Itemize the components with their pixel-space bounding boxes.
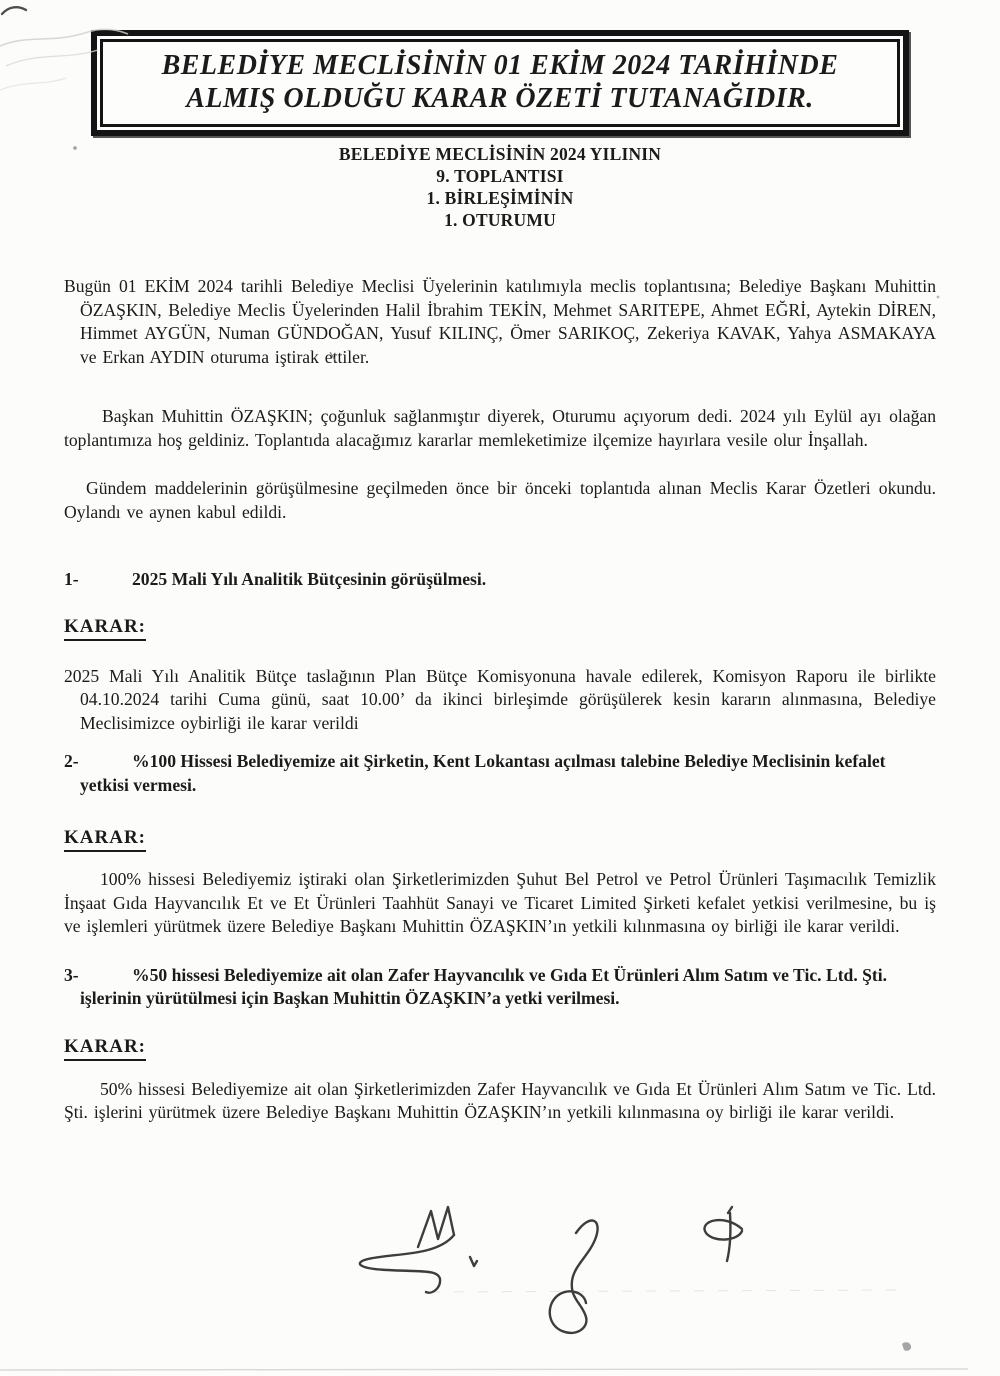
previous-minutes-paragraph: Gündem maddelerinin görüşülmesine geçilmeden önce bir önceki toplantıda alınan Meclis Karar Özetleri okundu. Oylandı ve aynen kabul edildi.: [64, 478, 936, 522]
agenda-item-1-title: 2025 Mali Yılı Analitik Bütçesinin görüşülmesi.: [132, 569, 487, 589]
attendance-paragraph: Bugün 01 EKİM 2024 tarihli Belediye Meclisi Üyelerinin katılımıyla meclis toplantısına; Belediye Başkanı Muhittin ÖZAŞKIN, Belediye Meclis Üyelerinden Halil İbrahim TEKİN, Mehmet SARITEPE, Ahmet EĞRİ, Aytekin DİREN, Himmet AYGÜN, Numan GÜNDOĞAN, Yusuf KILINÇ, Ömer SARIKOÇ, Zekeriya KAVAK, Yahya ASMAKAYA ve Erkan AYDIN oturuma iştirak ettiler.: [64, 276, 936, 367]
decision-text-2: 100% hissesi Belediyemiz iştiraki olan Şirketlerimizden Şuhut Bel Petrol ve Petrol Ürünleri Taşımacılık Temizlik İnşaat Gıda Hayvancılık Et ve Et Ürünleri Taahhüt Sanayi ve Ticaret Limited Şirketi kefalet yetkisi verilmesine, bu iş ve işlemleri yürütmek üzere Belediye Başkanı Muhittin ÖZAŞKIN’ın yetkili kılınmasına oy birliği ile karar verildi.: [64, 869, 936, 936]
decision-text-1: 2025 Mali Yılı Analitik Bütçe taslağının Plan Bütçe Komisyonuna havale edilerek, Komisyon Raporu ile birlikte 04.10.2024 tarihi Cuma günü, saat 10.00’ da ikinci birleşimde görüşülerek kesin kararın alınmasına, Belediye Meclisimizce oybirliği ile karar verildi: [64, 665, 936, 733]
agenda-item-2-number: 2-: [64, 751, 79, 771]
agenda-item-3-heading: [64, 964, 922, 1011]
decision-text-3: 50% hissesi Belediyemize ait olan Şirketlerimizden Zafer Hayvancılık ve Gıda Et Ürünleri Alım Satım ve Tic. Ltd. Şti. işlerini yürütmek üzere Belediye Başkanı Muhittin ÖZAŞKIN’ın yetkili kılınmasına oy birliği ile karar verildi.: [64, 1078, 936, 1122]
agenda-item-3-title: %50 hissesi Belediyemize ait olan Zafer Hayvancılık ve Gıda Et Ürünleri Alım Satım ve Tic. Ltd. Şti. işlerinin yürütülmesi için Başkan Muhittin ÖZAŞKIN’a yetki verilmesi.: [80, 964, 888, 1008]
agenda-item-1-heading: [64, 568, 922, 592]
corner-fold-mark: [2, 7, 26, 14]
title-box: [91, 30, 909, 136]
agenda-item-1-number: 1-: [64, 569, 79, 589]
page-edge-line: [0, 1369, 968, 1370]
document-title-line2: ALMIŞ OLDUĞU KARAR ÖZETİ TUTANAĞIDIR.: [186, 83, 814, 114]
signature-2-icon: [550, 1221, 598, 1333]
decision-label-1: KARAR:: [64, 616, 936, 641]
signature-3-icon: [705, 1207, 742, 1261]
subtitle-sitting-line: 1. OTURUMU: [444, 210, 556, 230]
opening-remarks-paragraph: Başkan Muhittin ÖZAŞKIN; çoğunluk sağlanmıştır diyerek, Oturumu açıyorum dedi. 2024 yılı Eylül ayı olağan toplantımıza hoş geldiniz. Toplantıda alacağımız kararlar memleketimize ilçemize hayırlara vesile olur İnşallah.: [64, 406, 936, 450]
document-title-line1: BELEDİYE MECLİSİNİN 01 EKİM 2024 TARİHİNDE: [161, 50, 839, 81]
agenda-item-3-number: 3-: [64, 964, 79, 985]
agenda-item-2-title: %100 Hissesi Belediyemize ait Şirketin, Kent Lokantası açılması talebine Belediye Meclisinin kefalet yetkisi vermesi.: [80, 751, 886, 795]
subtitle-year-line: BELEDİYE MECLİSİNİN 2024 YILININ: [338, 144, 662, 164]
subtitle-session-line: 9. TOPLANTISI: [436, 166, 564, 186]
signature-1-icon: [360, 1207, 477, 1293]
decision-label-2: KARAR:: [64, 827, 936, 852]
signatures-block: [0, 1195, 1000, 1355]
meeting-subtitle: [0, 143, 1000, 231]
title-box-inner: [100, 39, 900, 127]
decision-label-3: KARAR:: [64, 1036, 936, 1061]
agenda-item-2-heading: [64, 750, 922, 797]
subtitle-assembly-line: 1. BİRLEŞİMİNİN: [426, 188, 574, 208]
